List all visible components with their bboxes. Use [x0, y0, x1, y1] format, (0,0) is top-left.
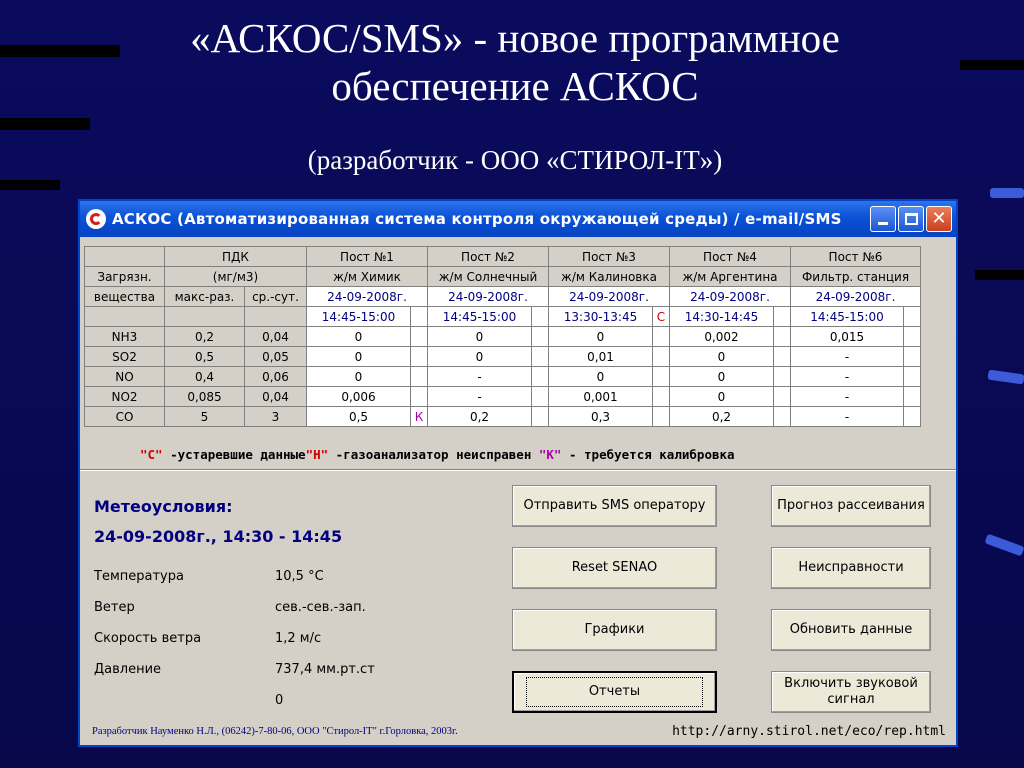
meteo-value-wind-speed: 1,2 м/с	[275, 631, 322, 646]
status-flag-cell	[532, 307, 549, 327]
report-url[interactable]: http://arny.stirol.net/eco/rep.html	[672, 724, 946, 739]
status-flag-cell	[904, 347, 921, 367]
close-button[interactable]	[926, 206, 952, 232]
meteo-date: 24-09-2008г., 14:30 - 14:45	[94, 527, 343, 546]
table-row	[85, 407, 921, 427]
table-header-cell: Пост №1	[307, 247, 428, 267]
pollutant-name-cell: NH3	[85, 327, 165, 347]
concentration-cell: 0,3	[549, 407, 653, 427]
status-flag-cell	[904, 327, 921, 347]
status-flag-cell: С	[653, 307, 670, 327]
forecast-button[interactable]: Прогноз рассеивания	[771, 485, 931, 527]
post-time-cell: 14:30-14:45	[670, 307, 774, 327]
minimize-icon	[878, 222, 888, 225]
concentration-cell: -	[791, 347, 904, 367]
reset-senao-button[interactable]: Reset SENAO	[512, 547, 717, 589]
status-flag-cell	[653, 387, 670, 407]
post-date-cell: 24-09-2008г.	[670, 287, 791, 307]
status-flag-cell	[774, 367, 791, 387]
developer-credits: Разработчик Науменко Н.Л., (06242)-7-80-06, ООО "Стирол-IT" г.Горловка, 2003г.	[92, 726, 458, 737]
concentration-cell: 0	[307, 327, 411, 347]
close-icon: ✕	[931, 208, 947, 229]
slide-title-line1: «АСКОС/SMS» - новое программное	[190, 15, 840, 61]
sound-signal-button[interactable]: Включить звуковой сигнал	[771, 671, 931, 713]
bg-stripe	[0, 180, 60, 190]
table-header-cell: ж/м Аргентина	[670, 267, 791, 287]
faults-button[interactable]: Неисправности	[771, 547, 931, 589]
status-flag-cell	[774, 407, 791, 427]
concentration-cell: 0	[307, 367, 411, 387]
table-header-cell: Загрязн.	[85, 267, 165, 287]
status-flag-cell	[411, 327, 428, 347]
status-flag-cell	[411, 367, 428, 387]
status-flag-cell	[411, 307, 428, 327]
table-header-cell: макс-раз.	[165, 287, 245, 307]
legend-code-c: "С"	[140, 447, 163, 462]
refresh-data-button[interactable]: Обновить данные	[771, 609, 931, 651]
status-flag-cell	[904, 387, 921, 407]
post-date-cell: 24-09-2008г.	[428, 287, 549, 307]
minimize-button[interactable]	[870, 206, 896, 232]
concentration-cell: 0,001	[549, 387, 653, 407]
table-header-cell: ПДК	[165, 247, 307, 267]
meteo-value-wind: сев.-сев.-зап.	[275, 600, 366, 615]
bg-stripe	[0, 118, 90, 130]
concentration-cell: -	[791, 367, 904, 387]
table-header-cell: Пост №4	[670, 247, 791, 267]
pollutant-name-cell: NO	[85, 367, 165, 387]
status-flag-cell	[532, 367, 549, 387]
status-flag-cell	[904, 407, 921, 427]
concentration-cell: 0,5	[307, 407, 411, 427]
concentration-cell: 0	[307, 347, 411, 367]
concentration-cell: 0	[670, 367, 774, 387]
bg-accent	[987, 370, 1024, 385]
concentration-cell: 0	[670, 347, 774, 367]
table-header-cell: Фильтр. станция	[791, 267, 921, 287]
table-header-cell: (мг/м3)	[165, 267, 307, 287]
app-window	[78, 199, 958, 747]
concentration-cell: 0,002	[670, 327, 774, 347]
status-flag-cell	[774, 307, 791, 327]
concentration-cell: -	[428, 367, 532, 387]
bg-stripe	[975, 270, 1024, 280]
pdk-max-cell: 0,4	[165, 367, 245, 387]
status-flag-cell	[904, 307, 921, 327]
table-header-cell: ж/м Химик	[307, 267, 428, 287]
empty-cell	[85, 307, 165, 327]
status-flag-cell	[653, 367, 670, 387]
pdk-avg-cell: 3	[245, 407, 307, 427]
pollution-table	[84, 246, 921, 427]
table-header-row	[85, 247, 921, 267]
concentration-cell: 0	[670, 387, 774, 407]
status-flag-cell	[774, 347, 791, 367]
meteo-title: Метеоусловия:	[94, 497, 233, 516]
status-flag-cell	[532, 327, 549, 347]
concentration-cell: -	[428, 387, 532, 407]
table-header-cell: вещества	[85, 287, 165, 307]
meteo-label-wind-speed: Скорость ветра	[94, 631, 202, 646]
app-icon[interactable]	[86, 209, 106, 229]
pdk-avg-cell: 0,05	[245, 347, 307, 367]
concentration-cell: 0,006	[307, 387, 411, 407]
post-time-cell: 14:45-15:00	[428, 307, 532, 327]
table-header-cell: Пост №2	[428, 247, 549, 267]
maximize-button[interactable]	[898, 206, 924, 232]
status-flag-cell	[904, 367, 921, 387]
concentration-cell: 0,01	[549, 347, 653, 367]
reports-button-label: Отчеты	[526, 677, 703, 707]
table-times-row	[85, 307, 921, 327]
status-flag-cell	[532, 407, 549, 427]
pdk-avg-cell: 0,04	[245, 387, 307, 407]
pdk-max-cell: 0,2	[165, 327, 245, 347]
empty-cell	[245, 307, 307, 327]
table-header-cell: Пост №6	[791, 247, 921, 267]
slide-title-line2: обеспечение АСКОС	[331, 63, 699, 109]
legend-text-c: -устаревшие данные	[162, 447, 306, 462]
reports-button[interactable]	[512, 671, 717, 713]
table-row	[85, 387, 921, 407]
slide-title	[60, 14, 970, 110]
pdk-avg-cell: 0,04	[245, 327, 307, 347]
concentration-cell: -	[791, 407, 904, 427]
post-time-cell: 14:45-15:00	[791, 307, 904, 327]
post-date-cell: 24-09-2008г.	[791, 287, 921, 307]
status-flag-cell	[653, 407, 670, 427]
pollutant-name-cell: SO2	[85, 347, 165, 367]
status-flag-cell	[774, 327, 791, 347]
concentration-cell: 0	[549, 367, 653, 387]
pdk-max-cell: 5	[165, 407, 245, 427]
legend-code-h: "Н"	[305, 447, 329, 462]
table-header-cell: ср.-сут.	[245, 287, 307, 307]
meteo-value-extra: 0	[275, 693, 284, 708]
table-header-row	[85, 287, 921, 307]
window-titlebar[interactable]	[80, 201, 956, 237]
meteo-value-pressure: 737,4 мм.рт.ст	[275, 662, 375, 677]
status-flag-cell	[653, 327, 670, 347]
table-row	[85, 347, 921, 367]
post-date-cell: 24-09-2008г.	[549, 287, 670, 307]
status-flag-cell	[411, 347, 428, 367]
concentration-cell: 0,015	[791, 327, 904, 347]
pollutant-name-cell: NO2	[85, 387, 165, 407]
post-time-cell: 13:30-13:45	[549, 307, 653, 327]
meteo-label-temperature: Температура	[94, 569, 184, 584]
legend-text-k: - требуется калибровка	[561, 447, 735, 462]
concentration-cell: 0	[428, 347, 532, 367]
table-header-cell: ж/м Калиновка	[549, 267, 670, 287]
pdk-avg-cell: 0,06	[245, 367, 307, 387]
pdk-max-cell: 0,085	[165, 387, 245, 407]
status-flag-cell	[411, 387, 428, 407]
concentration-cell: 0	[428, 327, 532, 347]
meteo-label-wind: Ветер	[94, 600, 135, 615]
concentration-cell: 0	[549, 327, 653, 347]
pollutant-name-cell: CO	[85, 407, 165, 427]
slide-subtitle: (разработчик - ООО «СТИРОЛ-IT»)	[307, 145, 723, 175]
empty-cell	[165, 307, 245, 327]
table-header-row	[85, 267, 921, 287]
status-flag-cell	[532, 387, 549, 407]
status-flag-cell	[653, 347, 670, 367]
maximize-icon	[905, 213, 918, 225]
post-time-cell: 14:45-15:00	[307, 307, 411, 327]
meteo-value-temperature: 10,5 °C	[275, 569, 324, 584]
post-date-cell: 24-09-2008г.	[307, 287, 428, 307]
legend-text-h: -газоанализатор неисправен	[328, 447, 539, 462]
table-header-cell	[85, 247, 165, 267]
meteo-label-pressure: Давление	[94, 662, 162, 677]
concentration-cell: 0,2	[670, 407, 774, 427]
window-title: АСКОС (Автоматизированная система контроля окружающей среды) / e-mail/SMS	[112, 210, 842, 228]
status-flag-cell: К	[411, 407, 428, 427]
send-sms-button[interactable]: Отправить SMS оператору	[512, 485, 717, 527]
table-row	[85, 367, 921, 387]
graphs-button[interactable]: Графики	[512, 609, 717, 651]
bg-accent	[984, 534, 1024, 557]
concentration-cell: -	[791, 387, 904, 407]
legend-code-k: "К"	[538, 447, 562, 462]
status-flag-cell	[532, 347, 549, 367]
table-header-cell: Пост №3	[549, 247, 670, 267]
bg-accent	[990, 188, 1024, 198]
legend	[140, 447, 735, 462]
concentration-cell: 0,2	[428, 407, 532, 427]
section-divider	[80, 469, 956, 471]
status-flag-cell	[774, 387, 791, 407]
table-row	[85, 327, 921, 347]
table-header-cell: ж/м Солнечный	[428, 267, 549, 287]
pdk-max-cell: 0,5	[165, 347, 245, 367]
